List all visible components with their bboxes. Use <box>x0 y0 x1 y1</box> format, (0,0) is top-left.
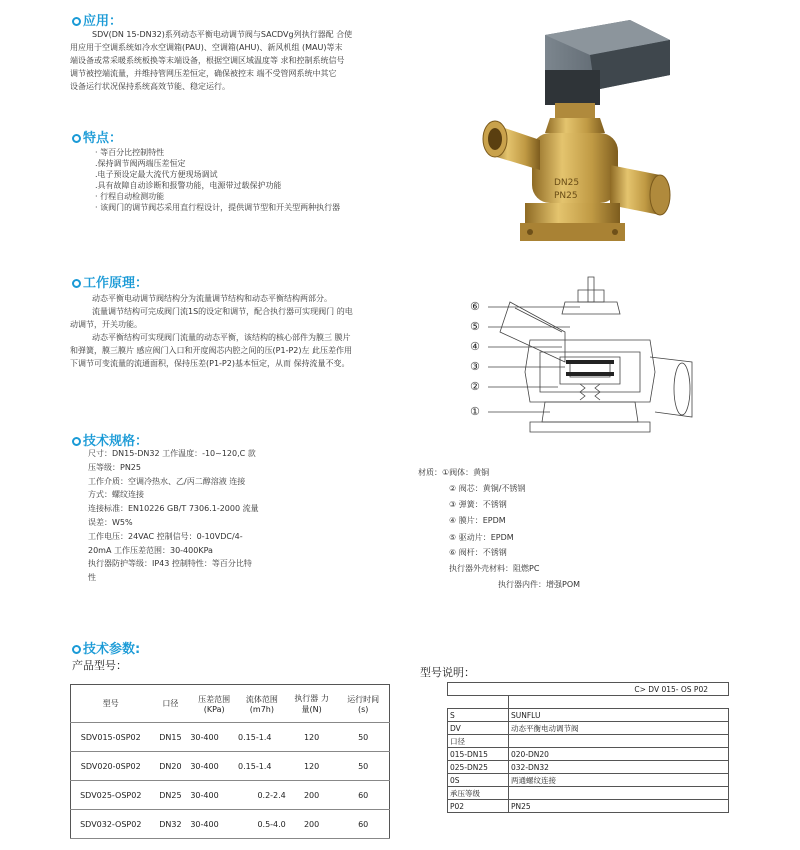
principle-heading: 工作原理： <box>72 272 148 291</box>
circle-bullet-icon <box>72 437 81 446</box>
model-explain-label: 型号说明： <box>420 666 475 679</box>
table-row: 015-DN15 020-DN20 <box>448 748 729 761</box>
svg-text:DN25: DN25 <box>554 178 580 188</box>
table-header-row <box>71 685 390 723</box>
product-table <box>70 684 390 839</box>
table-header: 运行时间 (s) <box>337 685 389 723</box>
table-row: 025-DN25 032-DN32 <box>448 761 729 774</box>
svg-text:PN25: PN25 <box>554 191 578 201</box>
params-heading: 技术参数: <box>72 638 140 657</box>
callout-5: ⑤ <box>470 320 480 333</box>
circle-bullet-icon <box>72 134 81 143</box>
table-row: DV 动态平衡电动调节阀 <box>448 722 729 735</box>
specs-text: 尺寸：DN15-DN32 工作温度：-10~120,C 款 压等级：PN25 工作介质：空调冷热水、乙/丙二醇溶液 连接 方式：螺纹连接 连接标准：EN10226 GB/T 7306.1-2000 流量 误差：W5% 工作电压：24VAC 控制信号：0-10VDC/4- 20mA 工作压差范围：30-400KPa 执行器防护等级：IP43 控制特性：等百分比特 性 <box>88 449 259 583</box>
specs-heading: 技术规格： <box>72 430 148 449</box>
circle-bullet-icon <box>72 17 81 26</box>
table-row: C> DV 015- OS P02 <box>448 683 729 696</box>
model-explain-table <box>447 682 729 813</box>
circle-bullet-icon <box>72 645 81 654</box>
features-heading: 特点： <box>72 127 122 146</box>
table-row: SDV020-0SP02 DN20 30-400 0.15-1.4 120 50 <box>71 752 390 781</box>
feature-item: .电子预设定最大流代方便现场调试 <box>95 170 218 179</box>
callout-4: ④ <box>470 340 480 353</box>
feature-item: · 行程自动检测功能 <box>95 192 165 201</box>
feature-item: · 等百分比控制特性 <box>95 148 165 157</box>
table-row: 0S 两通螺纹连接 <box>448 774 729 787</box>
product-model-label: 产品型号： <box>72 659 127 672</box>
table-row: SDV032-OSP02 DN32 30-400 0.5-4.0 200 60 <box>71 810 390 839</box>
table-header: 执行器 力 量(N) <box>286 685 338 723</box>
table-row: 口径 <box>448 735 729 748</box>
application-text: SDV(DN 15-DN32)系列动态平衡电动调节阀与SACDVg列执行器配 合使 用应用于空调系统如冷水空调箱(PAU)、空调箱(AHU)、新风机组 (MAU)等末 端设备或常采暖系统板换等末端设备，根据空调区域温度等 求和控制系统信号 调节被控端流量，并维持管网压差恒定，确保被控末 端不受管网系统中其它 设备运行状况保持系统高效节能、稳定运行。 <box>70 30 353 91</box>
principle-text: 动态平衡电动调节阀结构分为流量调节结构和动态平衡结构两部分。 流量调节结构可完成阀门流1S的设定和调节，配合执行器可实现阀门 的电 动调节，开关功能。 动态平衡结构可实现阀门流量的动态平衡，该结构的核心部件为膜三 膜片 和弹簧，膜三膜片 感应阀门入口和开度阀芯内腔之间的压(P1-P2)左 此压差作用 下调节可变流量的流通面积，保持压差(P1-P2)基本恒定，从而 保持流量不变。 <box>70 294 353 368</box>
table-row: 承压等级 <box>448 787 729 800</box>
callout-6: ⑥ <box>470 300 480 313</box>
table-row: SDV015-0SP02 DN15 30-400 0.15-1.4 120 50 <box>71 723 390 752</box>
table-row: S SUNFLU <box>448 709 729 722</box>
callout-2: ② <box>470 380 480 393</box>
feature-item: .具有故障自动诊断和报警功能，电源带过载保护功能 <box>95 181 282 190</box>
feature-item: .保持调节阀两端压差恒定 <box>95 159 186 168</box>
application-heading: 应用： <box>72 10 122 29</box>
feature-item: · 该阀门的调节阀芯采用直行程设计，提供调节型和开关型两种执行器 <box>95 203 341 212</box>
circle-bullet-icon <box>72 279 81 288</box>
features-list <box>95 147 340 213</box>
table-header: 型号 <box>71 685 151 723</box>
table-row: P02 PN25 <box>448 800 729 813</box>
valve-section-diagram <box>470 272 695 447</box>
callout-1: ① <box>470 405 480 418</box>
callout-3: ③ <box>470 360 480 373</box>
valve-product-photo <box>470 15 680 255</box>
table-header: 流体范围 (m7h) <box>238 685 286 723</box>
table-row <box>448 696 729 709</box>
table-header: 压差范围 (KPa) <box>190 685 238 723</box>
table-header: 口径 <box>151 685 191 723</box>
table-row: SDV025-OSP02 DN25 30-400 0.2-2.4 200 60 <box>71 781 390 810</box>
